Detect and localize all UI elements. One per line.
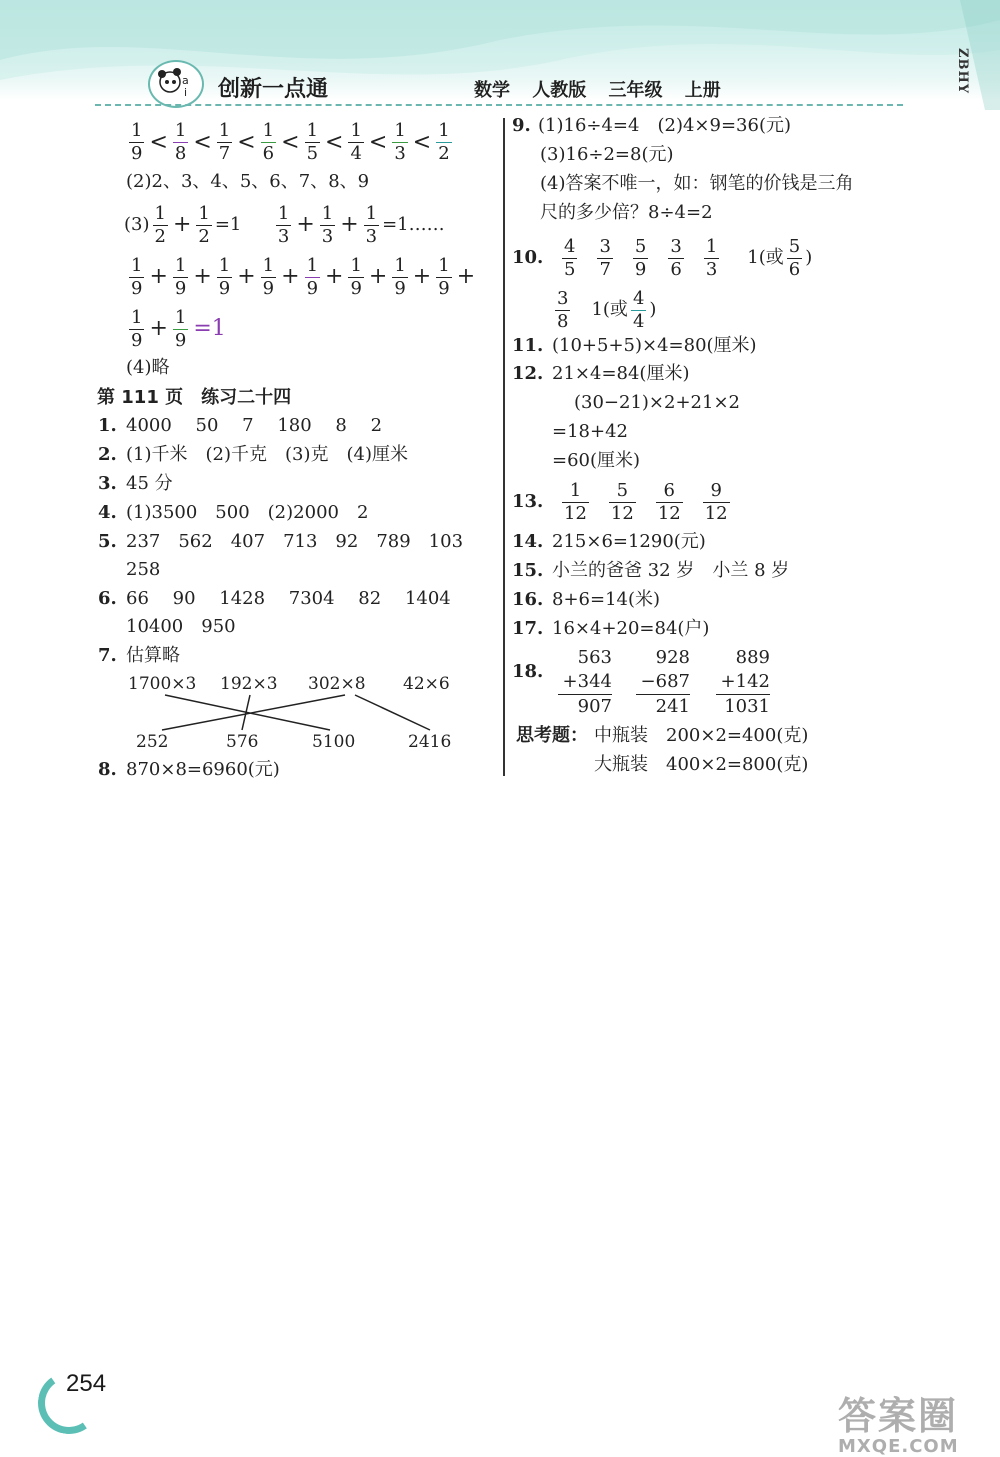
fraction: $\frac{1}{3}$ (705, 235, 718, 280)
eq2-result: =1…… (382, 214, 445, 235)
q10-or-prefix: 1(或 (747, 247, 784, 268)
fraction: $\frac{1}{2}$ (154, 202, 166, 247)
q10-or-suffix: ) (649, 299, 657, 320)
calc-top: 889 (735, 647, 770, 668)
vertical-calc-3 (716, 646, 770, 719)
match-bottom-1: 252 (136, 732, 169, 752)
fraction: $\frac{3}{7}$ (599, 235, 611, 280)
right-item-line (552, 420, 628, 444)
fraction: $\frac{5}{9}$ (634, 235, 647, 280)
eq1-result: =1 (214, 214, 242, 235)
item-8 (98, 758, 280, 782)
item-text: (10+5+5)×4=80(厘米) (552, 335, 757, 356)
q10-or-prefix: 1(或 (591, 299, 628, 320)
match-top-3: 302×8 (308, 674, 366, 694)
item-text: 215×6=1290(元) (552, 531, 706, 552)
item-text: 237 562 407 713 92 789 103 (126, 531, 464, 552)
item-text: 估算略 (126, 645, 180, 666)
left-item (98, 530, 463, 554)
calc-result: 1031 (716, 694, 770, 719)
plus-sign: + (325, 264, 344, 289)
q10-fractions (552, 235, 729, 280)
header-dashed-rule (95, 104, 903, 106)
right-item-line (552, 449, 640, 473)
plus-sign: + (237, 264, 256, 289)
fraction: $\frac{1}{7}$ (218, 120, 231, 164)
right-item-line (540, 201, 713, 225)
item-text: (1)3500 500 (2)2000 2 (126, 502, 369, 523)
left-item (98, 558, 160, 582)
item-number: 5. (98, 531, 117, 552)
fraction: $\frac{1}{3}$ (394, 120, 406, 164)
fraction: $\frac{1}{9}$ (438, 254, 450, 299)
fraction: $\frac{3}{6}$ (670, 235, 682, 280)
match-bottom-4: 2416 (408, 732, 452, 752)
fraction: $\frac{9}{12}$ (704, 479, 728, 524)
watermark-bottom: MXQE.COM (838, 1436, 959, 1457)
less-than-sign: < (368, 129, 388, 155)
item-number: 9. (512, 115, 531, 136)
item-number: 14. (512, 531, 544, 552)
fraction: $\frac{1}{9}$ (131, 306, 143, 351)
plus-sign: + (149, 316, 168, 341)
item-number: 1. (98, 415, 117, 436)
ninths-sum-row (126, 254, 477, 300)
fraction: $\frac{1}{12}$ (564, 479, 587, 524)
fraction: $\frac{1}{6}$ (262, 120, 275, 164)
fraction: $\frac{4}{5}$ (564, 235, 576, 280)
q10-or-suffix: ) (805, 247, 813, 268)
less-than-sign: < (325, 129, 344, 155)
calc-result: 907 (558, 694, 612, 719)
question-13 (512, 478, 740, 526)
match-top-1: 1700×3 (128, 674, 197, 694)
match-bottom-2: 576 (226, 732, 259, 752)
plus-sign: + (368, 264, 388, 289)
item-number: 3. (98, 473, 117, 494)
item-number: 6. (98, 588, 117, 609)
item-text: (1)千米 (2)千克 (3)克 (4)厘米 (126, 444, 408, 465)
fraction: $\frac{1}{8}$ (174, 120, 187, 164)
panda-logo-icon (148, 60, 204, 108)
ninths-sum (126, 254, 477, 299)
calc-op: −687 (640, 671, 690, 692)
item-number: 10. (512, 247, 544, 268)
fraction: $\frac{1}{9}$ (350, 254, 362, 299)
less-than-sign: < (149, 129, 168, 155)
plus-sign: + (281, 264, 300, 289)
watermark-logo (838, 1385, 959, 1457)
item-number: 7. (98, 645, 117, 666)
question-18-number: 18. (512, 661, 544, 682)
fraction: $\frac{1}{9}$ (262, 254, 275, 299)
side-code: ZBHY (955, 48, 970, 95)
item-text: 4000 50 7 180 8 2 (126, 415, 383, 436)
right-item-line (540, 172, 854, 196)
right-item-line (512, 362, 689, 386)
calc-top: 563 (577, 647, 612, 668)
fraction: $\frac{1}{9}$ (131, 254, 143, 299)
fraction: $\frac{1}{9}$ (306, 254, 319, 299)
fraction: $\frac{1}{3}$ (365, 202, 378, 247)
fraction: $\frac{1}{4}$ (350, 120, 362, 164)
q13-fractions (552, 479, 740, 524)
line3-prefix: (3) (124, 214, 150, 235)
left-item (98, 472, 173, 496)
right-item-line (574, 391, 740, 415)
item-text: (1)16÷4=4 (2)4×9=36(元) (538, 115, 791, 136)
item-text: (4)答案不唯一，如：钢笔的价钱是三角 (540, 173, 854, 194)
fraction: $\frac{3}{8}$ (557, 287, 569, 332)
line5-result: =1 (193, 316, 226, 341)
item-number: 4. (98, 502, 117, 523)
item-text: 8+6=14(米) (552, 589, 661, 610)
fraction-chain (126, 120, 455, 164)
plus-sign: + (172, 212, 192, 237)
think-line-1: 中瓶装 200×2=400(克) (594, 725, 809, 746)
svg-text:i: i (184, 86, 188, 99)
page-number: 254 (66, 1370, 107, 1397)
watermark-top: 答案圈 (838, 1394, 959, 1438)
fraction: $\frac{1}{9}$ (174, 254, 187, 299)
item-text: 尺的多少倍？8÷4=2 (540, 202, 713, 223)
fraction: $\frac{1}{2}$ (438, 120, 450, 164)
question-10-row1 (512, 232, 812, 284)
fraction: $\frac{6}{12}$ (657, 479, 681, 524)
item-number: 17. (512, 618, 544, 639)
item-number: 15. (512, 560, 544, 581)
item-number: 16. (512, 589, 544, 610)
vertical-calc-2 (636, 646, 690, 719)
fraction: $\frac{4}{4}$ (632, 287, 645, 332)
item-text: =18+42 (552, 421, 628, 442)
left-item (98, 501, 368, 525)
fraction: $\frac{1}{9}$ (174, 306, 187, 351)
fraction: $\frac{1}{9}$ (131, 120, 143, 164)
question-11 (512, 334, 757, 358)
item-text: 小兰的爸爸 32 岁 小兰 8 岁 (552, 560, 790, 581)
item-number: 8. (98, 759, 117, 780)
item-text: =60(厘米) (552, 450, 641, 471)
ninths-sum-end (126, 306, 228, 352)
svg-text:a: a (182, 74, 189, 87)
think-line-2: 大瓶装 400×2=800(克) (594, 754, 809, 775)
think-label: 思考题： (516, 725, 588, 746)
section-title: 第 111 页 练习二十四 (97, 387, 292, 408)
right-item-line (540, 143, 674, 167)
plus-sign: + (296, 212, 315, 237)
less-than-sign: < (412, 129, 432, 155)
item-text: 258 (126, 559, 161, 580)
plus-sign: + (456, 264, 476, 289)
match-top-4: 42×6 (403, 674, 450, 694)
left-item (98, 587, 451, 611)
left-item (98, 414, 382, 438)
fraction: $\frac{1}{9}$ (394, 254, 406, 299)
match-line (355, 695, 430, 730)
column-divider (503, 118, 505, 776)
calc-op: +344 (562, 671, 612, 692)
item-number: 12. (512, 363, 544, 384)
plus-sign: + (149, 264, 168, 289)
question-14 (512, 530, 706, 554)
vertical-calc-1 (558, 646, 612, 719)
item-number: 2. (98, 444, 117, 465)
question-15 (512, 559, 789, 583)
question-10-row2 (552, 284, 656, 336)
subject-line: 数学 人教版 三年级 上册 (474, 80, 721, 101)
fraction: $\frac{1}{9}$ (218, 254, 231, 299)
right-item-line (512, 114, 791, 138)
fraction: $\frac{1}{5}$ (306, 120, 319, 164)
item-number: 11. (512, 335, 544, 356)
brand-title: 创新一点通 (218, 77, 329, 102)
less-than-sign: < (281, 129, 300, 155)
left-item (98, 615, 236, 639)
item-number: 13. (512, 491, 544, 512)
calc-op: +142 (720, 671, 770, 692)
match-bottom-3: 5100 (312, 732, 356, 752)
item-text: 10400 950 (126, 616, 236, 637)
plus-sign: + (412, 264, 432, 289)
item-text: (30−21)×2+21×2 (574, 392, 740, 413)
match-top-2: 192×3 (220, 674, 278, 694)
answer-line-4: (4)略 (126, 357, 170, 378)
less-than-sign: < (193, 129, 212, 155)
fraction: $\frac{5}{6}$ (788, 235, 801, 280)
item-text: 16×4+20=84(户) (552, 618, 710, 639)
plus-sign: + (340, 212, 359, 237)
item-text: 21×4=84(厘米) (552, 363, 690, 384)
fraction: $\frac{1}{3}$ (277, 202, 290, 247)
fraction: $\frac{1}{2}$ (198, 202, 210, 247)
left-item (98, 644, 180, 668)
plus-sign: + (193, 264, 212, 289)
item-text: 870×8=6960(元) (126, 759, 280, 780)
item-text: 66 90 1428 7304 82 1404 (126, 588, 451, 609)
answer-line-3 (124, 202, 445, 248)
left-item (98, 443, 408, 467)
less-than-sign: < (237, 129, 256, 155)
fraction: $\frac{1}{3}$ (321, 202, 334, 247)
question-16 (512, 588, 660, 612)
answer-line-2: (2)2、3、4、5、6、7、8、9 (126, 171, 370, 192)
question-17 (512, 617, 709, 641)
calc-top: 928 (655, 647, 690, 668)
calc-result: 241 (636, 694, 690, 719)
item-text: 45 分 (126, 473, 173, 494)
item-text: (3)16÷2=8(元) (540, 144, 674, 165)
fraction: $\frac{5}{12}$ (610, 479, 634, 524)
fraction-chain-row (126, 120, 455, 164)
